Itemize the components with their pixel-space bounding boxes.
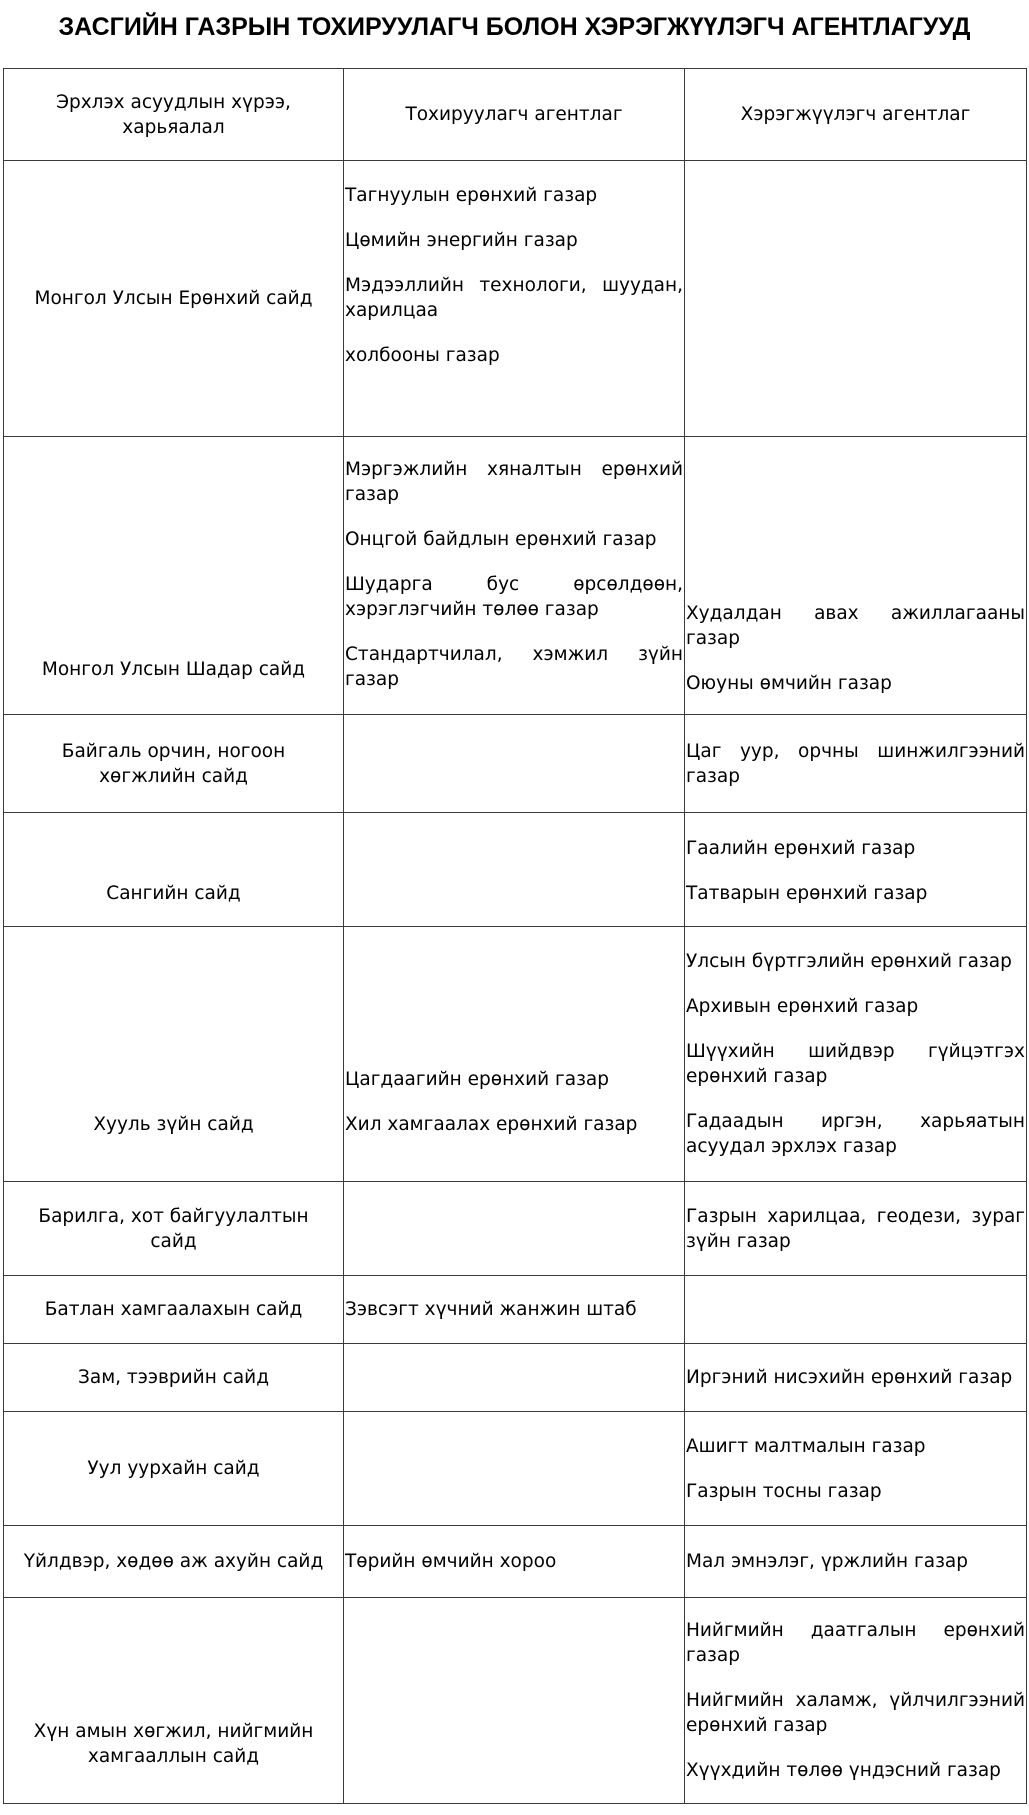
implementer-cell	[685, 813, 1027, 927]
implementer-item: Улсын бүртгэлийн ерөнхий газар	[686, 951, 1012, 972]
regulator-item: Төрийн өмчийн хороо	[345, 1551, 557, 1572]
ministry-cell: Байгаль орчин, ногоон хөгжлийн сайд	[4, 715, 344, 813]
implementer-item: Ашигт малтмалын газар	[686, 1435, 926, 1457]
implementer-item: Газрын тосны газар	[686, 1480, 882, 1502]
implementer-cell	[685, 161, 1027, 437]
table-row	[4, 1412, 1027, 1526]
regulator-cell	[344, 715, 685, 813]
header-regulator: Тохируулагч агентлаг	[344, 69, 685, 161]
implementer-item: Архивын ерөнхий газар	[686, 996, 919, 1017]
implementer-cell	[685, 1344, 1027, 1412]
implementer-item: Мал эмнэлэг, үржлийн газар	[686, 1551, 968, 1572]
ministry-cell: Үйлдвэр, хөдөө аж ахуйн сайд	[4, 1526, 344, 1598]
implementer-cell	[685, 1412, 1027, 1526]
regulator-item: Цөмийн энергийн газар	[345, 230, 578, 251]
implementer-item: Нийгмийн даатгалын ерөнхий газар	[686, 1620, 1025, 1666]
table-row	[4, 437, 1027, 715]
implementer-item: Гадаадын иргэн, харьяатын асуудал эрхлэх газар	[686, 1111, 1025, 1157]
regulator-item: Мэргэжлийн хяналтын ерөнхий газар	[345, 459, 683, 505]
regulator-cell	[344, 1182, 685, 1276]
page-title: ЗАСГИЙН ГАЗРЫН ТОХИРУУЛАГЧ БОЛОН ХЭРЭГЖҮҮЛЭГЧ АГЕНТЛАГУУД	[58, 13, 971, 41]
regulator-item: Стандартчилал, хэмжил зүйн газар	[345, 644, 683, 690]
implementer-item: Татварын ерөнхий газар	[686, 883, 928, 904]
regulator-cell	[344, 927, 685, 1182]
header-row	[4, 69, 1027, 161]
regulator-item: холбооны газар	[345, 345, 500, 366]
implementer-item: Худалдан авах ажиллагааны газар	[686, 603, 1025, 649]
table-row	[4, 813, 1027, 927]
ministry-cell: Монгол Улсын Шадар сайд	[4, 437, 344, 715]
table-row	[4, 1182, 1027, 1276]
regulator-cell	[344, 1412, 685, 1526]
ministry-cell: Сангийн сайд	[4, 813, 344, 927]
implementer-item: Иргэний нисэхийн ерөнхий газар	[686, 1367, 1013, 1388]
agencies-table	[3, 68, 1027, 1804]
table-row	[4, 927, 1027, 1182]
ministry-cell: Хүн амын хөгжил, нийгмийн хамгааллын сайд	[4, 1598, 344, 1804]
regulator-cell	[344, 1598, 685, 1804]
table-row	[4, 1526, 1027, 1598]
regulator-item: Цагдаагийн ерөнхий газар	[345, 1069, 610, 1090]
implementer-cell	[685, 1526, 1027, 1598]
implementer-cell	[685, 715, 1027, 813]
implementer-item: Хүүхдийн төлөө үндэсний газар	[686, 1760, 1001, 1781]
table-row	[4, 1598, 1027, 1804]
implementer-cell	[685, 1182, 1027, 1276]
ministry-cell: Монгол Улсын Ерөнхий сайд	[4, 161, 344, 437]
implementer-item: Оюуны өмчийн газар	[686, 673, 892, 694]
implementer-cell	[685, 1598, 1027, 1804]
ministry-cell: Батлан хамгаалахын сайд	[4, 1276, 344, 1344]
regulator-item: Зэвсэгт хүчний жанжин штаб	[345, 1299, 637, 1320]
implementer-cell	[685, 437, 1027, 715]
table-row	[4, 1276, 1027, 1344]
regulator-item: Шударга бус өрсөлдөөн, хэрэглэгчийн төлөө газар	[345, 574, 683, 620]
implementer-item: Шүүхийн шийдвэр гүйцэтгэх ерөнхий газар	[686, 1041, 1025, 1087]
regulator-item: Онцгой байдлын ерөнхий газар	[345, 529, 657, 550]
header-implementer: Хэрэгжүүлэгч агентлаг	[685, 69, 1027, 161]
implementer-item: Газрын харилцаа, геодези, зураг зүйн газар	[686, 1205, 1025, 1252]
implementer-item: Нийгмийн халамж, үйлчилгээний ерөнхий газар	[686, 1690, 1025, 1736]
ministry-cell: Хууль зүйн сайд	[4, 927, 344, 1182]
regulator-cell	[344, 813, 685, 927]
regulator-cell	[344, 1526, 685, 1598]
regulator-cell	[344, 161, 685, 437]
implementer-cell	[685, 1276, 1027, 1344]
table-row	[4, 1344, 1027, 1412]
ministry-cell: Барилга, хот байгуулалтын сайд	[4, 1182, 344, 1276]
implementer-cell	[685, 927, 1027, 1182]
table-row	[4, 715, 1027, 813]
regulator-cell	[344, 1344, 685, 1412]
header-ministry: Эрхлэх асуудлын хүрээ, харьяалал	[4, 69, 344, 161]
regulator-cell	[344, 437, 685, 715]
regulator-cell	[344, 1276, 685, 1344]
regulator-item: Мэдээллийн технологи, шуудан, харилцаа	[345, 275, 683, 321]
regulator-item: Тагнуулын ерөнхий газар	[345, 185, 598, 206]
regulator-item: Хил хамгаалах ерөнхий газар	[345, 1114, 638, 1135]
implementer-item: Цаг уур, орчны шинжилгээний газар	[686, 740, 1025, 787]
table-row	[4, 161, 1027, 437]
ministry-cell: Зам, тээврийн сайд	[4, 1344, 344, 1412]
implementer-item: Гаалийн ерөнхий газар	[686, 838, 916, 859]
ministry-cell: Уул уурхайн сайд	[4, 1412, 344, 1526]
